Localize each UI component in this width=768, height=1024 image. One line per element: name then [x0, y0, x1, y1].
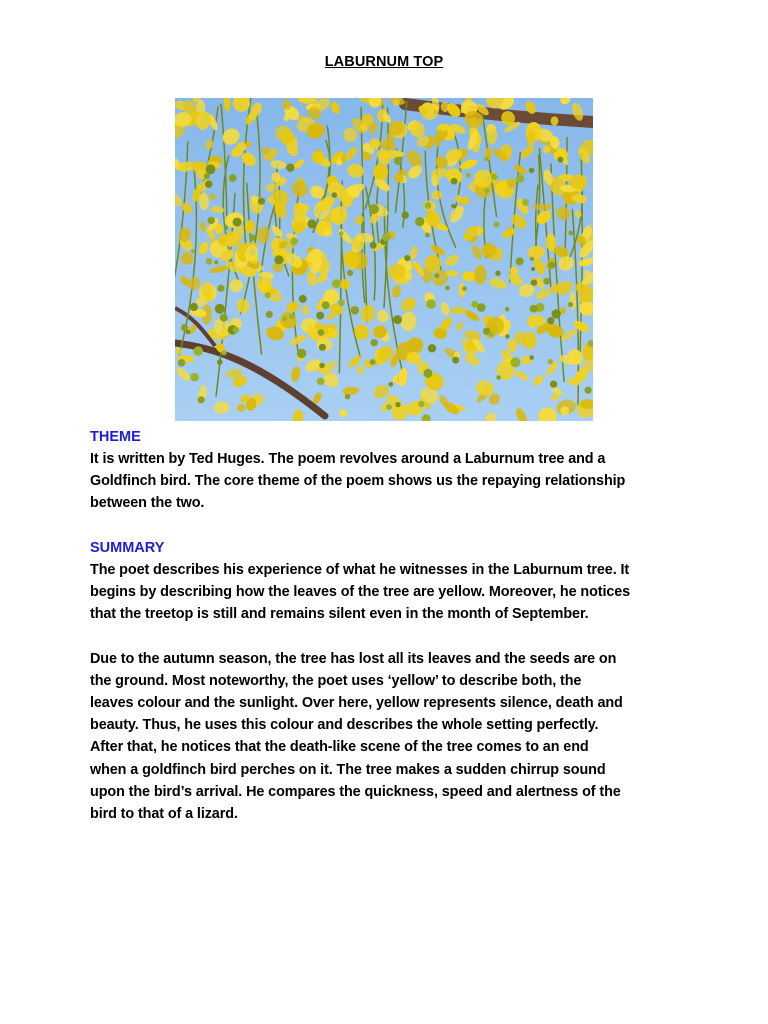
- flower-bud: [529, 355, 534, 360]
- flower-bud: [445, 286, 450, 291]
- flower-bud: [332, 279, 341, 288]
- flower-bud: [178, 359, 186, 367]
- theme-heading: THEME: [90, 429, 141, 445]
- flower-bud: [451, 178, 458, 185]
- flower-bud: [317, 378, 325, 386]
- flower-petal: [537, 406, 558, 421]
- flower-bud: [510, 357, 520, 367]
- flower-petal: [175, 366, 192, 383]
- flower-petal: [535, 287, 552, 301]
- flower-petal: [257, 276, 271, 292]
- flower-bud: [338, 299, 345, 306]
- flower-bud: [489, 332, 494, 337]
- flower-bud: [198, 396, 205, 403]
- flower-bud: [370, 359, 376, 365]
- flower-bud: [496, 375, 501, 380]
- flower-bud: [382, 233, 391, 242]
- flower-petal: [470, 244, 484, 261]
- flower-bud: [339, 231, 344, 236]
- flower-bud: [386, 404, 392, 410]
- flower-bud: [318, 329, 325, 336]
- flower-bud: [422, 414, 431, 421]
- flower-bud: [332, 192, 338, 198]
- flower-petal: [175, 347, 182, 354]
- flower-bud: [522, 199, 529, 206]
- flower-bud: [307, 219, 316, 228]
- flower-petal: [234, 297, 252, 315]
- flower-petal: [578, 256, 593, 268]
- flower-petal: [342, 386, 360, 396]
- flower-petal: [245, 220, 255, 233]
- summary-paragraph-1: The poet describes his experience of what he witnesses in the Laburnum tree. It begins by describing how the leaves of the tree are yellow. Moreover, he notices that the treetop is still and remains silent even in the month of September.: [90, 562, 631, 623]
- flower-bud: [547, 317, 554, 324]
- flower-bud: [529, 168, 535, 174]
- flower-bud: [370, 242, 377, 249]
- flower-petal: [372, 163, 389, 182]
- flower-bud: [530, 305, 538, 313]
- flower-bud: [369, 204, 379, 214]
- flower-petal: [399, 295, 419, 314]
- flower-bud: [550, 381, 557, 388]
- flower-petal: [488, 276, 508, 290]
- flower-bud: [215, 304, 225, 314]
- flower-bud: [319, 363, 325, 369]
- flower-petal: [209, 264, 229, 274]
- flower-petal: [199, 221, 206, 232]
- flower-bud: [220, 314, 228, 322]
- flower-bud: [495, 271, 500, 276]
- summary-heading: SUMMARY: [90, 540, 165, 556]
- flower-bud: [289, 313, 295, 319]
- flower-bud: [395, 402, 400, 407]
- flower-bud: [404, 255, 410, 261]
- flower-petal: [301, 305, 310, 316]
- flower-bud: [345, 394, 351, 400]
- flower-bud: [568, 302, 573, 307]
- flower-bud: [548, 359, 553, 364]
- flower-bud: [435, 273, 440, 278]
- flower-bud: [190, 373, 199, 382]
- summary-section: [90, 537, 690, 825]
- flower-petal: [431, 191, 443, 200]
- flower-bud: [206, 258, 213, 265]
- flower-bud: [347, 270, 353, 276]
- flower-bud: [316, 312, 324, 320]
- flower-petal: [329, 100, 342, 115]
- flower-petal: [439, 301, 451, 316]
- flower-bud: [426, 299, 436, 309]
- flower-bud: [274, 255, 283, 264]
- flower-petal: [558, 98, 572, 106]
- flower-bud: [286, 164, 294, 172]
- flower-petal: [391, 284, 403, 298]
- flower-petal: [236, 403, 246, 413]
- flower-petal: [447, 203, 467, 225]
- flower-bud: [214, 260, 218, 264]
- flower-bud: [543, 278, 550, 285]
- flower-bud: [208, 217, 215, 224]
- flower-petal: [285, 300, 301, 313]
- flower-bud: [258, 198, 265, 205]
- flower-bud: [548, 262, 555, 269]
- flower-bud: [249, 234, 256, 241]
- flower-petal: [411, 259, 426, 277]
- flower-bud: [552, 309, 561, 318]
- flower-bud: [265, 292, 271, 298]
- flower-bud: [585, 387, 592, 394]
- flower-petal: [534, 208, 554, 227]
- flower-bud: [205, 180, 213, 188]
- flower-bud: [297, 349, 307, 359]
- laburnum-flowers-illustration: [175, 98, 593, 421]
- flower-bud: [530, 257, 534, 261]
- flower-petal: [519, 143, 536, 160]
- flower-petal: [290, 365, 301, 382]
- flower-petal: [455, 321, 464, 332]
- page-title: LABURNUM TOP: [324, 54, 444, 70]
- flower-bud: [204, 173, 210, 179]
- flower-petal: [554, 204, 573, 223]
- flower-petal: [270, 159, 287, 169]
- flower-bud: [322, 301, 330, 309]
- flower-petal: [298, 98, 318, 104]
- laburnum-flowers-photo: [175, 98, 593, 421]
- flower-petal: [532, 374, 545, 388]
- flower-bud: [371, 339, 378, 346]
- flower-bud: [222, 350, 227, 355]
- flower-petal: [356, 365, 364, 375]
- flower-petal: [181, 252, 194, 265]
- flower-bud: [266, 311, 273, 318]
- flower-bud: [451, 204, 455, 208]
- flower-petal: [288, 333, 308, 347]
- flower-bud: [425, 202, 432, 209]
- theme-paragraph: It is written by Ted Huges. The poem revolves around a Laburnum tree and a Goldfinch bird. The core theme of the poem shows us the repaying relationship between the two.: [90, 451, 626, 512]
- flower-petal: [515, 197, 531, 216]
- flower-bud: [299, 295, 307, 303]
- flower-bud: [531, 279, 537, 285]
- flower-bud: [290, 237, 298, 245]
- flower-bud: [425, 233, 430, 238]
- flower-petal: [526, 244, 546, 260]
- flower-bud: [319, 344, 326, 351]
- flower-petal: [290, 178, 310, 199]
- flower-bud: [233, 218, 242, 227]
- flower-bud: [494, 222, 500, 228]
- flower-petal: [375, 308, 391, 325]
- flower-bud: [484, 157, 488, 161]
- flower-bud: [471, 301, 478, 308]
- flower-petal: [484, 411, 498, 421]
- flower-bud: [516, 174, 524, 182]
- flower-bud: [428, 344, 436, 352]
- flower-stem: [551, 163, 564, 381]
- flower-bud: [415, 217, 424, 226]
- flower-petal: [368, 98, 382, 108]
- flower-bud: [191, 249, 195, 253]
- flower-petal: [514, 369, 530, 382]
- flower-petal: [474, 265, 486, 285]
- flower-bud: [394, 157, 402, 165]
- flower-bud: [505, 307, 510, 312]
- flower-petal: [292, 409, 304, 421]
- flower-bud: [402, 211, 409, 218]
- flower-bud: [531, 267, 535, 271]
- flower-bud: [557, 157, 563, 163]
- flower-bud: [351, 306, 360, 315]
- flower-bud: [462, 286, 467, 291]
- flower-petal: [180, 201, 194, 216]
- theme-section: [90, 426, 690, 515]
- flower-bud: [418, 401, 424, 407]
- flower-bud: [186, 330, 191, 335]
- flower-petal: [360, 304, 377, 324]
- flower-bud: [452, 357, 459, 364]
- summary-paragraph-2: Due to the autumn season, the tree has lost all its leaves and the seeds are on the ground. Most noteworthy, the poet uses ‘yellow’ to describe both, the leaves colour and the sunlight. Over here, yellow represents silence, death and beauty. Thus, he uses this colour and describes the whole setting perfectly. After that, he notices that the death-like scene of the tree comes to an end when a goldfinch bird perches on it. The tree makes a sudden chirrup sound upon the bird’s arrival. He compares the quickness, speed and alertness of the bird to that of a lizard.: [90, 650, 623, 823]
- flower-petal: [450, 306, 467, 315]
- flower-bud: [217, 285, 224, 292]
- flower-bud: [568, 231, 573, 236]
- flower-petal: [514, 407, 529, 421]
- flower-bud: [393, 315, 402, 324]
- flower-bud: [217, 359, 223, 365]
- flower-bud: [229, 174, 237, 182]
- flower-bud: [505, 334, 509, 338]
- flower-petal: [569, 292, 576, 311]
- flower-bud: [193, 346, 203, 356]
- flower-petal: [228, 277, 245, 293]
- flower-bud: [516, 257, 524, 265]
- flower-petal: [513, 163, 528, 176]
- paragraph-gap: [90, 626, 690, 648]
- flower-petal: [338, 408, 349, 419]
- flower-bud: [484, 188, 489, 193]
- flower-bud: [388, 382, 393, 387]
- flower-bud: [190, 303, 198, 311]
- flower-bud: [423, 369, 432, 378]
- flower-bud: [233, 327, 239, 333]
- flower-petal: [207, 192, 217, 202]
- flower-bud: [282, 316, 287, 321]
- flower-petal: [213, 400, 230, 415]
- flower-petal: [337, 227, 354, 245]
- flower-petal: [223, 98, 231, 112]
- flower-bud: [206, 165, 216, 175]
- flower-petal: [198, 241, 210, 256]
- flower-petal: [400, 311, 418, 332]
- flower-bud: [491, 174, 498, 181]
- flower-bud: [466, 173, 471, 178]
- flower-petal: [444, 253, 461, 269]
